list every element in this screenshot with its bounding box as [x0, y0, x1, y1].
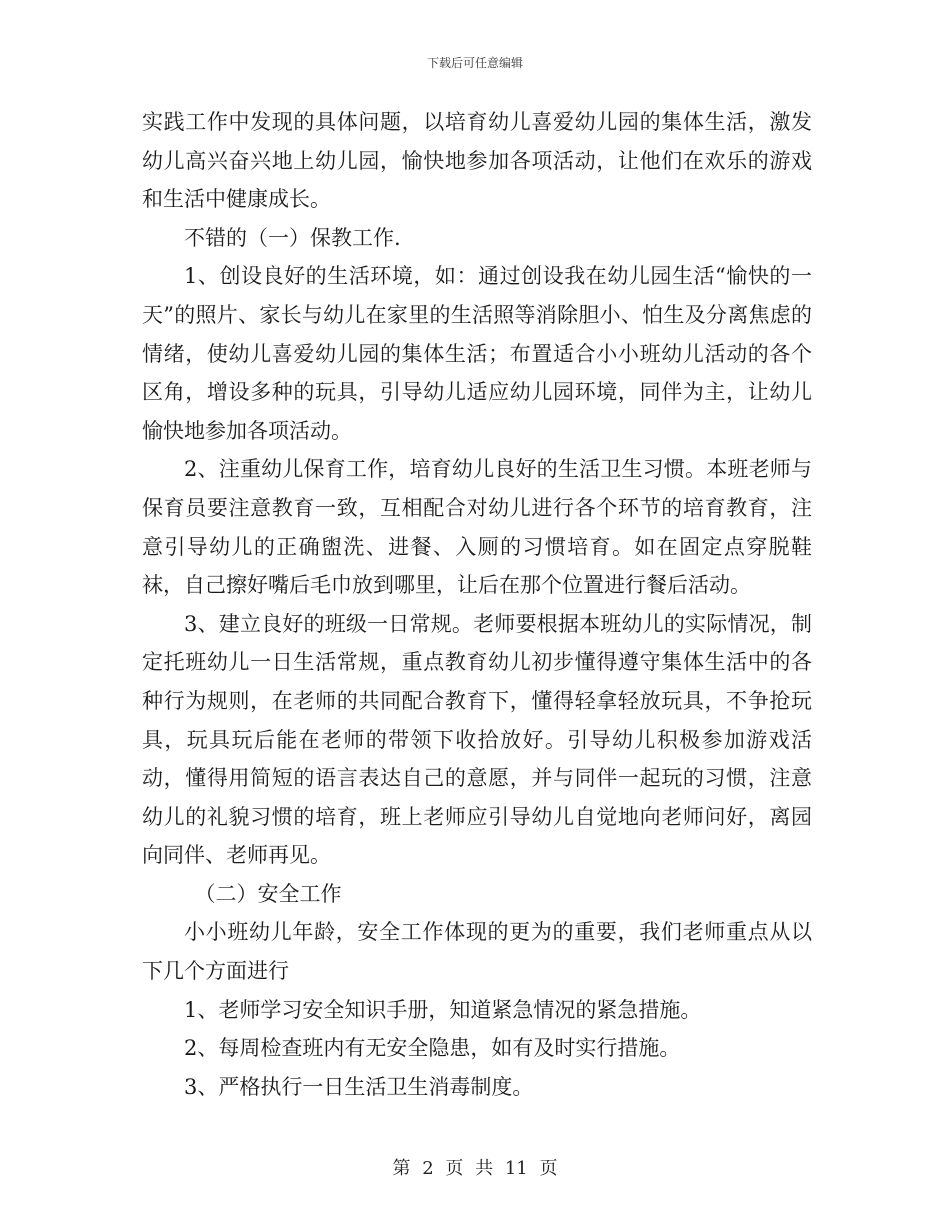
page-number-footer: 第 2 页 共 11 页 [392, 1158, 558, 1179]
paragraph-item-2: 2、注重幼儿保育工作，培育幼儿良好的生活卫生习惯。本班老师与保育员要注意教育一致，互相配合对幼儿进行各个环节的培育教育，注意引导幼儿的正确盥洗、进餐、入厕的习惯培育。如在固定点穿脱鞋袜，自己擦好嘴后毛巾放到哪里，让后在那个位置进行餐后活动。 [142, 457, 812, 598]
paragraph-safety-item-3: 3、严格执行一日生活卫生消毒制度。 [184, 1074, 534, 1099]
paragraph-safety-item-2: 2、每周检查班内有无安全隐患，如有及时实行措施。 [184, 1036, 681, 1061]
document-body [142, 103, 812, 1106]
paragraph-safety-intro: 小小班幼儿年龄，安全工作体现的更为的重要，我们老师重点从以下几个方面进行 [142, 920, 812, 984]
paragraph-item-1: 1、创设良好的生活环境，如：通过创设我在幼儿园生活“愉快的一天”的照片、家长与幼儿在家里的生活照等消除胆小、怕生及分离焦虑的情绪，使幼儿喜爱幼儿园的集体生活；布置适合小小班幼儿活动的各个区角，增设多种的玩具，引导幼儿适应幼儿园环境，同伴为主，让幼儿愉快地参加各项活动。 [142, 264, 812, 443]
section-heading-childcare: 不错的（一）保教工作. [184, 225, 401, 250]
section-heading-safety: （二）安全工作 [194, 881, 342, 906]
paragraph-continuation: 实践工作中发现的具体问题，以培育幼儿喜爱幼儿园的集体生活，激发幼儿高兴奋兴地上幼儿园，愉快地参加各项活动，让他们在欢乐的游戏和生活中健康成长。 [142, 110, 812, 212]
page-header: 下载后可任意编辑 [426, 56, 523, 70]
paragraph-item-3: 3、建立良好的班级一日常规。老师要根据本班幼儿的实际情况，制定托班幼儿一日生活常规，重点教育幼儿初步懂得遵守集体生活中的各种行为规则，在老师的共同配合教育下，懂得轻拿轻放玩具，不争抢玩具，玩具玩后能在老师的带领下收拾放好。引导幼儿积极参加游戏活动，懂得用简短的语言表达自己的意愿，并与同伴一起玩的习惯，注意幼儿的礼貌习惯的培育，班上老师应引导幼儿自觉地向老师问好，离园向同伴、老师再见。 [142, 611, 812, 868]
paragraph-safety-item-1: 1、老师学习安全知识手册，知道紧急情况的紧急措施。 [184, 997, 702, 1022]
